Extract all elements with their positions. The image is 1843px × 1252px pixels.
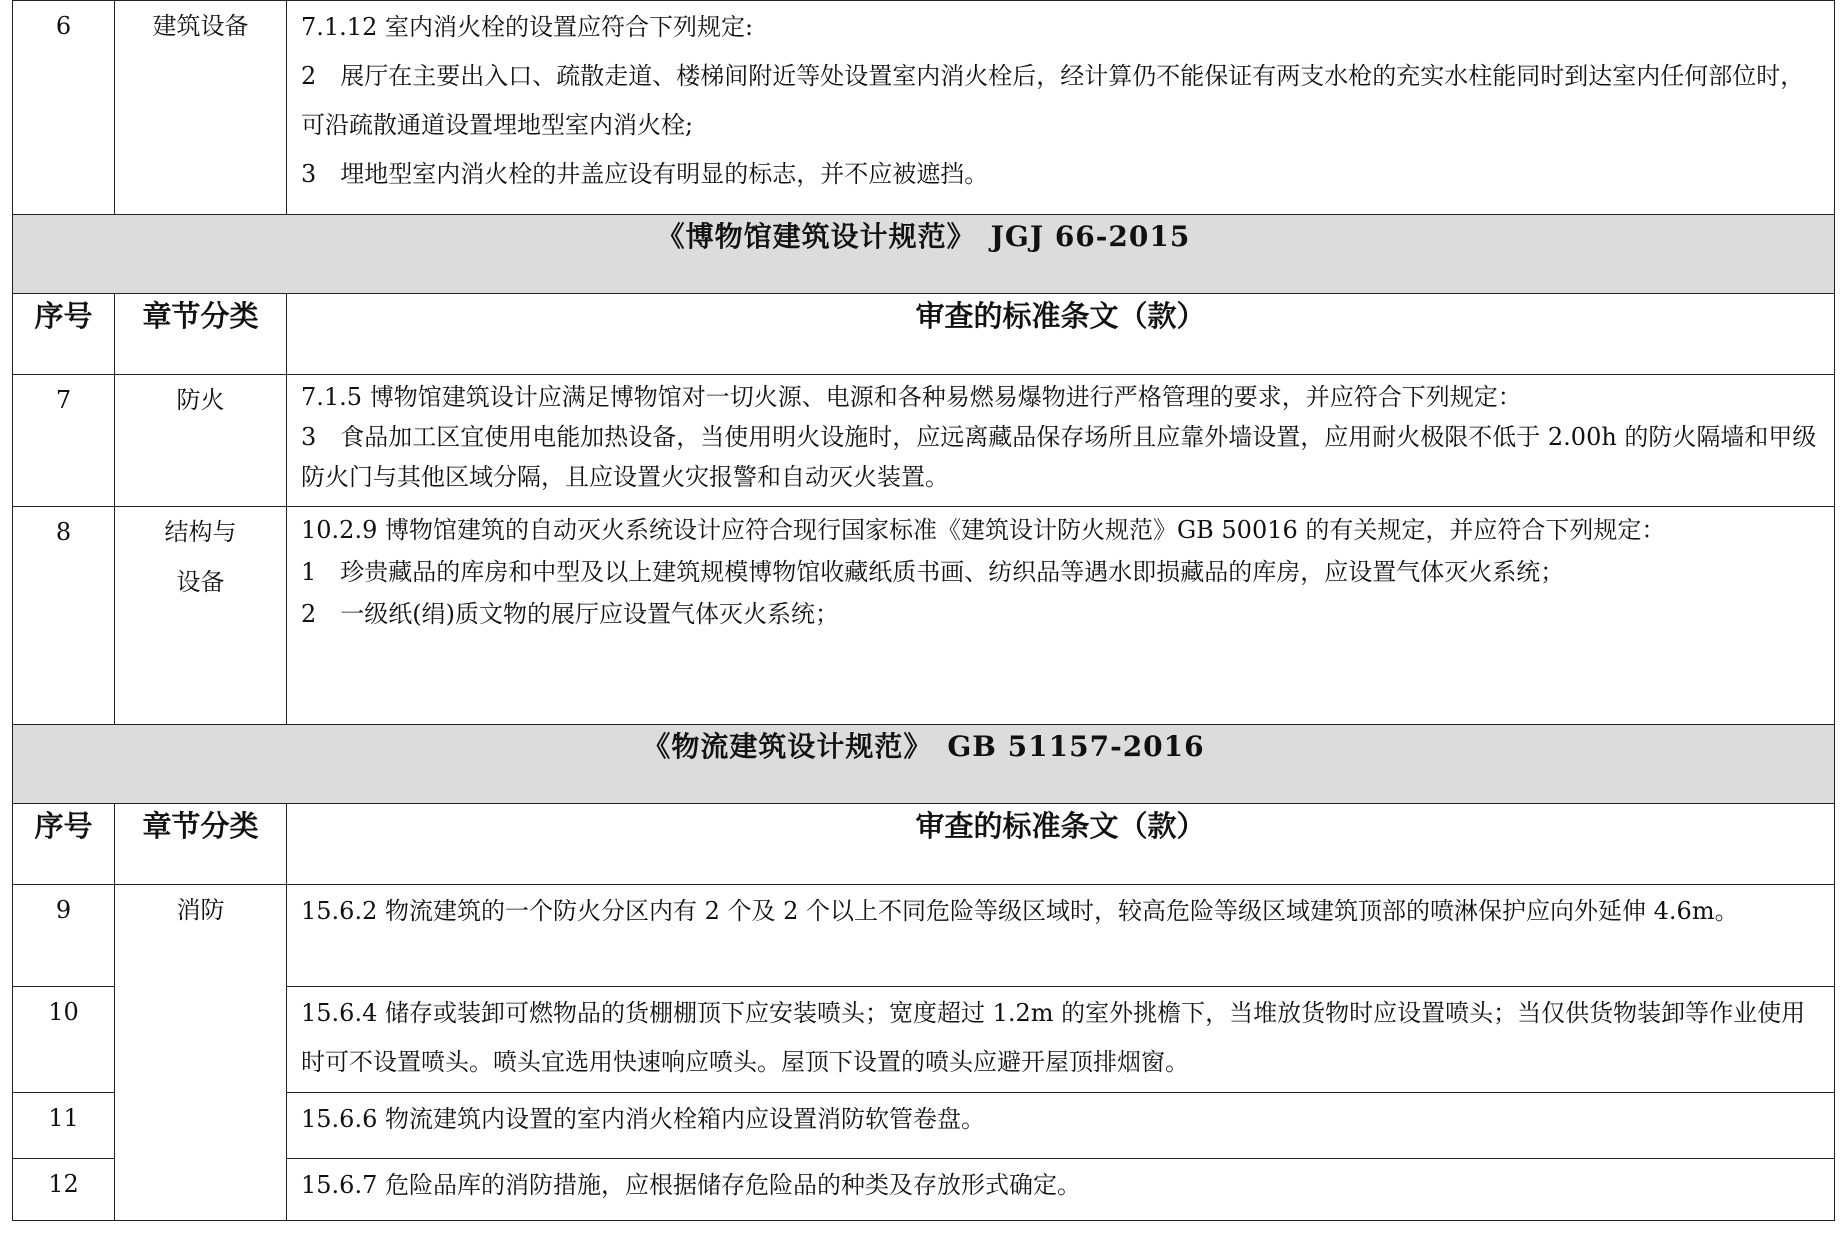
header-category: 章节分类 xyxy=(115,294,287,375)
column-header-row xyxy=(13,804,1835,885)
table-row xyxy=(13,507,1835,725)
table-row xyxy=(13,987,1835,1093)
row-category: 建筑设备 xyxy=(115,1,287,215)
clause-text xyxy=(287,375,1835,507)
row-number: 12 xyxy=(13,1159,115,1221)
row-number: 11 xyxy=(13,1093,115,1159)
row-number: 8 xyxy=(13,507,115,725)
row-number: 10 xyxy=(13,987,115,1093)
clause-line: 2 一级纸(绢)质文物的展厅应设置气体灭火系统； xyxy=(301,600,839,628)
row-number: 7 xyxy=(13,375,115,507)
clause-line: 7.1.5 博物馆建筑设计应满足博物馆对一切火源、电源和各种易燃易爆物进行严格管理的要求，并应符合下列规定： xyxy=(301,383,1522,411)
table-row xyxy=(13,1159,1835,1221)
row-category xyxy=(115,507,287,725)
row-number: 6 xyxy=(13,1,115,215)
header-number: 序号 xyxy=(13,804,115,885)
row-category: 消防 xyxy=(115,885,287,987)
table-row xyxy=(13,1,1835,215)
clause-line: 7.1.12 室内消火栓的设置应符合下列规定: xyxy=(301,13,754,41)
row-category-empty xyxy=(115,987,287,1093)
row-category-empty xyxy=(115,1093,287,1159)
row-category-empty xyxy=(115,1159,287,1221)
table-row xyxy=(13,1093,1835,1159)
clause-text: 15.6.7 危险品库的消防措施，应根据储存危险品的种类及存放形式确定。 xyxy=(287,1159,1835,1221)
section-title: 《博物馆建筑设计规范》 JGJ 66-2015 xyxy=(13,215,1835,294)
standards-table xyxy=(12,0,1835,1221)
clause-text: 15.6.4 储存或装卸可燃物品的货棚棚顶下应安装喷头；宽度超过 1.2m 的室外挑檐下，当堆放货物时应设置喷头；当仅供货物装卸等作业使用时可不设置喷头。喷头宜选用快速响应喷头。屋顶下设置的喷头应避开屋顶排烟窗。 xyxy=(287,987,1835,1093)
category-line: 结构与 xyxy=(164,518,237,546)
table-row xyxy=(13,375,1835,507)
row-number: 9 xyxy=(13,885,115,987)
clause-line: 10.2.9 博物馆建筑的自动灭火系统设计应符合现行国家标准《建筑设计防火规范》GB 50016 的有关规定，并应符合下列规定： xyxy=(301,516,1666,544)
clause-line: 3 食品加工区宜使用电能加热设备，当使用明火设施时，应远离藏品保存场所且应靠外墙设置，应用耐火极限不低于 2.00h 的防火隔墙和甲级防火门与其他区域分隔，且应设置火灾报警和自动灭火装置。 xyxy=(301,423,1817,491)
clause-text: 15.6.2 物流建筑的一个防火分区内有 2 个及 2 个以上不同危险等级区域时，较高危险等级区域建筑顶部的喷淋保护应向外延伸 4.6m。 xyxy=(287,885,1835,987)
section-heading-row xyxy=(13,215,1835,294)
clause-text: 15.6.6 物流建筑内设置的室内消火栓箱内应设置消防软管卷盘。 xyxy=(287,1093,1835,1159)
clause-line: 1 珍贵藏品的库房和中型及以上建筑规模博物馆收藏纸质书画、纺织品等遇水即损藏品的库房，应设置气体灭火系统； xyxy=(301,558,1565,586)
category-line: 设备 xyxy=(176,568,225,596)
clause-text xyxy=(287,507,1835,725)
header-text: 审查的标准条文（款） xyxy=(287,804,1835,885)
clause-line: 2 展厅在主要出入口、疏散走道、楼梯间附近等处设置室内消火栓后，经计算仍不能保证有两支水枪的充实水柱能同时到达室内任何部位时，可沿疏散通道设置埋地型室内消火栓; xyxy=(301,62,1805,139)
column-header-row xyxy=(13,294,1835,375)
header-text: 审查的标准条文（款） xyxy=(287,294,1835,375)
header-number: 序号 xyxy=(13,294,115,375)
header-category: 章节分类 xyxy=(115,804,287,885)
clause-text xyxy=(287,1,1835,215)
section-heading-row xyxy=(13,725,1835,804)
clause-line: 3 埋地型室内消火栓的井盖应设有明显的标志，并不应被遮挡。 xyxy=(301,160,989,188)
section-title: 《物流建筑设计规范》 GB 51157-2016 xyxy=(13,725,1835,804)
table-row xyxy=(13,885,1835,987)
row-category: 防火 xyxy=(115,375,287,507)
